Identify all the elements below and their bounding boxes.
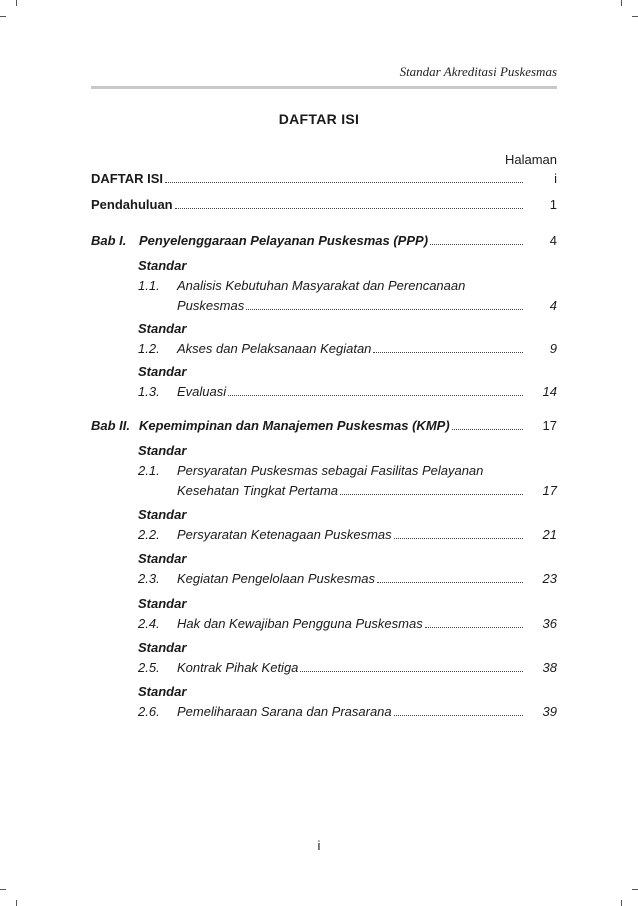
crop-mark <box>16 900 17 906</box>
section-title: Persyaratan Puskesmas sebagai Fasilitas Pelayanan <box>177 463 484 478</box>
section-number: 1.2. <box>138 341 160 356</box>
toc-entry-standar-2-6[interactable] <box>138 682 557 722</box>
crop-mark <box>621 0 622 6</box>
toc-entry-standar-1-3[interactable] <box>138 362 557 402</box>
dot-leader <box>300 671 523 672</box>
page-number: 23 <box>542 571 557 586</box>
page-number: 17 <box>542 483 557 498</box>
dot-leader <box>165 182 523 183</box>
page-number: 36 <box>542 616 557 631</box>
standar-label: Standar <box>138 321 187 336</box>
crop-mark <box>16 0 17 6</box>
header-rule <box>91 86 557 89</box>
page-column-label: Halaman <box>504 152 557 167</box>
toc-entry-standar-2-3[interactable] <box>138 549 557 589</box>
footer-page-number: i <box>317 838 321 853</box>
crop-mark <box>632 889 638 890</box>
section-number: 1.1. <box>138 278 160 293</box>
chapter-title: Kepemimpinan dan Manajemen Puskesmas (KMP) <box>139 418 450 433</box>
toc-entry-standar-1-1[interactable] <box>138 256 557 316</box>
dot-leader <box>425 627 523 628</box>
running-header: Standar Akreditasi Puskesmas <box>399 64 557 79</box>
standar-label: Standar <box>138 507 187 522</box>
section-title: Evaluasi <box>177 384 227 399</box>
dot-leader <box>452 429 523 430</box>
dot-leader <box>430 244 523 245</box>
section-number: 1.3. <box>138 384 160 399</box>
toc-entry-bab-1[interactable] <box>91 231 557 251</box>
toc-entry-bab-2[interactable] <box>91 416 557 436</box>
chapter-label: Bab I. <box>91 233 127 248</box>
toc-entry-label: Pendahuluan <box>91 197 173 212</box>
section-number: 2.2. <box>138 527 160 542</box>
toc-entry-standar-2-4[interactable] <box>138 594 557 634</box>
standar-label: Standar <box>138 596 187 611</box>
section-title: Pemeliharaan Sarana dan Prasarana <box>177 704 392 719</box>
section-title: Persyaratan Ketenagaan Puskesmas <box>177 527 392 542</box>
dot-leader <box>246 309 523 310</box>
page-number: 38 <box>542 660 557 675</box>
page-number: i <box>554 171 557 186</box>
crop-mark <box>0 889 6 890</box>
dot-leader <box>377 582 523 583</box>
section-number: 2.1. <box>138 463 160 478</box>
section-number: 2.6. <box>138 704 160 719</box>
standar-label: Standar <box>138 364 187 379</box>
page-number: 39 <box>542 704 557 719</box>
section-title: Kontrak Pihak Ketiga <box>177 660 299 675</box>
page-number: 9 <box>549 341 557 356</box>
dot-leader <box>394 715 523 716</box>
chapter-title: Penyelenggaraan Pelayanan Puskesmas (PPP) <box>139 233 429 248</box>
page-number: 17 <box>542 418 557 433</box>
toc-entry-pendahuluan[interactable] <box>91 195 557 215</box>
section-number: 2.5. <box>138 660 160 675</box>
dot-leader <box>373 352 523 353</box>
section-number: 2.4. <box>138 616 160 631</box>
crop-mark <box>621 900 622 906</box>
dot-leader <box>228 395 523 396</box>
chapter-label: Bab II. <box>91 418 131 433</box>
section-title-continued: Kesehatan Tingkat Pertama <box>177 483 339 498</box>
dot-leader <box>394 538 523 539</box>
toc-entry-standar-1-2[interactable] <box>138 319 557 359</box>
toc-entry-standar-2-5[interactable] <box>138 638 557 678</box>
standar-label: Standar <box>138 640 187 655</box>
dot-leader <box>340 494 523 495</box>
page-title: DAFTAR ISI <box>278 111 360 127</box>
standar-label: Standar <box>138 551 187 566</box>
page-number: 4 <box>549 233 557 248</box>
standar-label: Standar <box>138 258 187 273</box>
standar-label: Standar <box>138 443 187 458</box>
section-number: 2.3. <box>138 571 160 586</box>
section-title: Analisis Kebutuhan Masyarakat dan Perencanaan <box>177 278 466 293</box>
crop-mark <box>0 16 6 17</box>
section-title-continued: Puskesmas <box>177 298 245 313</box>
standar-label: Standar <box>138 684 187 699</box>
section-title: Akses dan Pelaksanaan Kegiatan <box>177 341 372 356</box>
dot-leader <box>175 208 523 209</box>
crop-mark <box>632 16 638 17</box>
toc-entry-label: DAFTAR ISI <box>91 171 163 186</box>
page-number: 1 <box>549 197 557 212</box>
page-number: 14 <box>542 384 557 399</box>
section-title: Kegiatan Pengelolaan Puskesmas <box>177 571 376 586</box>
toc-entry-standar-2-1[interactable] <box>138 441 557 501</box>
toc-entry-daftar-isi[interactable] <box>91 169 557 189</box>
page-number: 4 <box>549 298 557 313</box>
section-title: Hak dan Kewajiban Pengguna Puskesmas <box>177 616 423 631</box>
page-number: 21 <box>542 527 557 542</box>
toc-entry-standar-2-2[interactable] <box>138 505 557 545</box>
